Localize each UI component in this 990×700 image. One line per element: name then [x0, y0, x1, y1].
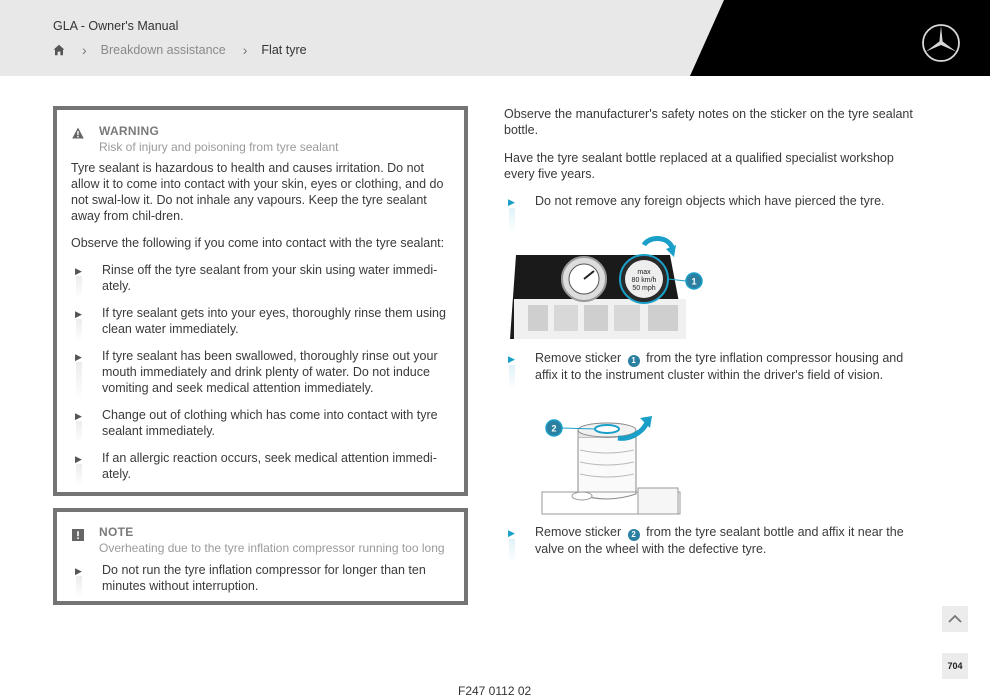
app-title: GLA - Owner's Manual — [53, 19, 179, 33]
note-subtitle: Overheating due to the tyre inflation compressor running too long — [99, 541, 445, 555]
compressor-sticker-figure — [510, 235, 710, 341]
callout-1: 1 — [691, 276, 697, 287]
sealant-bottle-figure — [540, 410, 690, 516]
mercedes-star-logo[interactable] — [921, 23, 961, 63]
page-number-button[interactable]: 704 — [942, 653, 968, 679]
callout-badge: 2 — [628, 529, 640, 541]
scroll-top-button[interactable] — [942, 606, 968, 632]
replacement-paragraph: Have the tyre sealant bottle replaced at a qualified specialist workshop every five years. — [504, 151, 894, 181]
step-arrow-icon: ▶ — [508, 354, 515, 364]
bullet-arrow-icon: ▶ — [75, 454, 82, 464]
bullet-arrow-icon: ▶ — [75, 411, 82, 421]
warning-header — [71, 123, 450, 155]
list-item: ▶ Change out of clothing which has come into contact with tyre sealant immediately. — [71, 407, 450, 439]
chevron-right-icon: › — [82, 42, 87, 58]
list-item: ▶ If an allergic reaction occurs, seek medical attention immedi-ately. — [71, 450, 450, 482]
figure-code: F247 0112 02 — [458, 684, 532, 698]
callout-2: 2 — [551, 423, 557, 434]
step-arrow-icon: ▶ — [508, 528, 515, 538]
bullet-arrow-icon: ▶ — [75, 266, 82, 276]
warning-title: WARNING — [99, 124, 160, 138]
warning-body: Tyre sealant is hazardous to health and causes irritation. Do not allow it to come into contact with your skin, eyes or clothing, and do not swal-low it. Do not inhale any vapours. Keep the tyre sealant away from chil-dren. — [71, 161, 444, 223]
note-title: NOTE — [99, 525, 134, 539]
bullet-arrow-icon: ▶ — [75, 352, 82, 362]
step-item: ▶ Remove sticker 1 from the tyre inflation compressor housing and affix it to the instrument cluster within the driver's field of vision. — [504, 350, 924, 383]
note-list — [71, 562, 450, 594]
list-item: ▶ Do not run the tyre inflation compressor for longer than ten minutes without interruption. — [71, 562, 450, 594]
step-arrow-icon: ▶ — [508, 197, 515, 207]
header-bar — [0, 0, 990, 76]
callout-badge: 1 — [628, 355, 640, 367]
breadcrumb — [53, 42, 307, 58]
breadcrumb-item-breakdown-assistance[interactable]: Breakdown assistance — [100, 43, 226, 57]
exclamation-icon — [72, 529, 84, 541]
chevron-right-icon: › — [242, 42, 248, 58]
warning-subtitle: Risk of injury and poisoning from tyre sealant — [99, 140, 339, 154]
warning-triangle-icon — [72, 127, 84, 139]
safety-notes-paragraph: Observe the manufacturer's safety notes on the sticker on the tyre sealant bottle. — [504, 107, 913, 137]
gauge-label-kmh: 80 km/h — [631, 277, 657, 284]
warning-list — [71, 262, 450, 482]
warning-box — [53, 106, 468, 496]
list-item: ▶ Rinse off the tyre sealant from your skin using water immedi-ately. — [71, 262, 450, 294]
gauge-label-max: max — [637, 269, 651, 276]
breadcrumb-item-flat-tyre: Flat tyre — [261, 43, 307, 57]
bullet-arrow-icon: ▶ — [75, 566, 82, 576]
list-item: ▶ If tyre sealant has been swallowed, thoroughly rinse out your mouth immediately and drink plenty of water. Do not induce vomiting and seek medical attention immediately. — [71, 348, 450, 396]
home-icon[interactable] — [53, 44, 65, 56]
warning-observe-text: Observe the following if you come into contact with the tyre sealant: — [71, 236, 445, 250]
step-item: ▶ Do not remove any foreign objects which have pierced the tyre. — [504, 193, 924, 209]
note-box — [53, 508, 468, 605]
list-item: ▶ If tyre sealant gets into your eyes, thoroughly rinse them using clean water immediately. — [71, 305, 450, 337]
gauge-label-mph: 50 mph — [632, 285, 656, 292]
note-header — [71, 524, 450, 556]
chevron-up-icon — [947, 614, 963, 624]
bullet-arrow-icon: ▶ — [75, 309, 82, 319]
step-item: ▶ Remove sticker 2 from the tyre sealant bottle and affix it near the valve on the wheel with the defective tyre. — [504, 524, 924, 557]
